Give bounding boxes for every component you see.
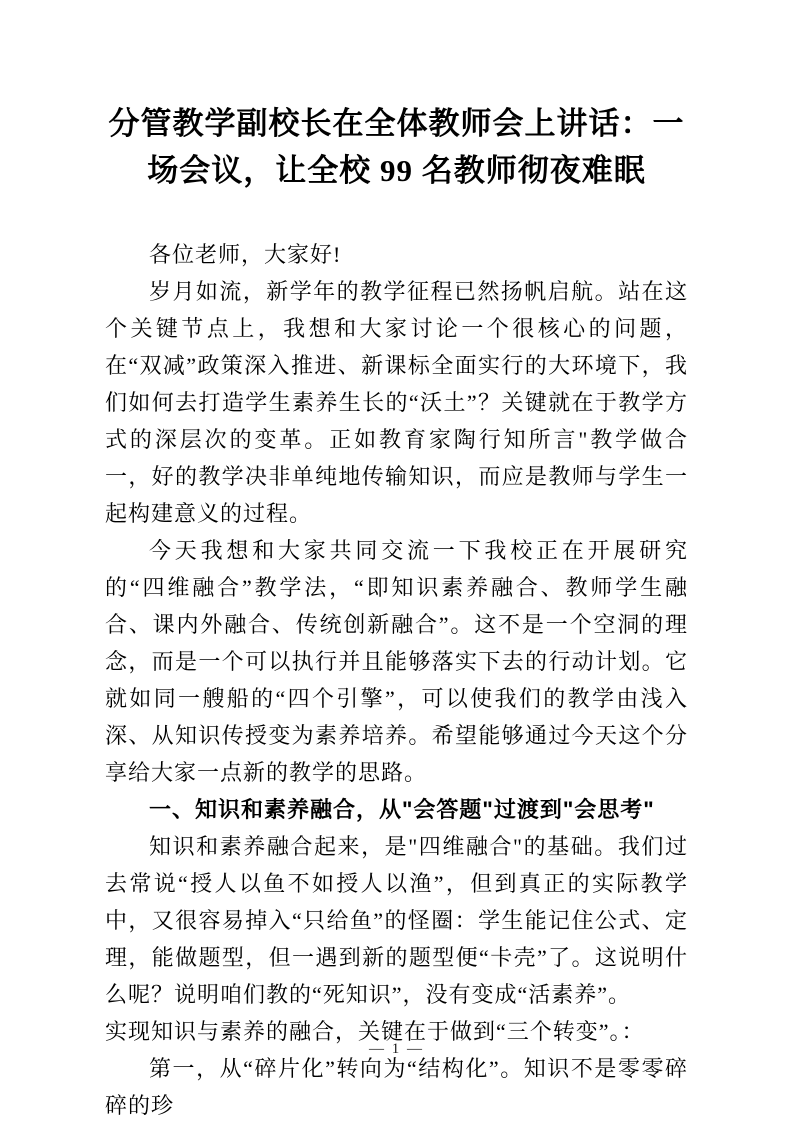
document-content bbox=[105, 0, 688, 1122]
paragraph: 各位老师，大家好! bbox=[149, 242, 342, 267]
section-heading: 一、知识和素养融合，从"会答题"过渡到"会思考" bbox=[149, 797, 655, 822]
page-number: — 1 — bbox=[369, 1041, 424, 1057]
paragraph: 岁月如流，新学年的教学征程已然扬帆启航。站在这个关键节点上，我想和大家讨论一个很核心的问题，在“双减”政策深入推进、新课标全面实行的大环境下，我们如何去打造学生素养生长的“沃土”？关键就在于教学方式的深层次的变革。正如教育家陶行知所言"教学做合一，好的教学决非单纯地传输知识，而应是教师与学生一起构建意义的过程。 bbox=[105, 279, 688, 526]
document-title bbox=[105, 100, 688, 194]
paragraph: 实现知识与素养的融合，关键在于做到“三个转变”。： bbox=[105, 1019, 645, 1044]
document-body bbox=[105, 236, 688, 1122]
document-title-line-1: 分管教学副校长在全体教师会上讲话：一 bbox=[108, 106, 685, 141]
paragraph: 第一，从“碎片化”转向为“结构化”。知识不是零零碎碎的珍 bbox=[105, 1056, 688, 1118]
paragraph: 今天我想和大家共同交流一下我校正在开展研究的“四维融合”教学法，“即知识素养融合、教师学生融合、课内外融合、传统创新融合”。这不是一个空洞的理念，而是一个可以执行并且能够落实下去的行动计划。它就如同一艘船的“四个引擎”，可以使我们的教学由浅入深、从知识传授变为素养培养。希望能够通过今天这个分享给大家一点新的教学的思路。 bbox=[105, 538, 688, 785]
paragraph: 知识和素养融合起来，是"四维融合"的基础。我们过去常说“授人以鱼不如授人以渔”，但到真正的实际教学中，又很容易掉入“只给鱼”的怪圈：学生能记住公式、定理，能做题型，但一遇到新的题型便“卡壳”了。这说明什么呢？说明咱们教的“死知识”，没有变成“活素养”。 bbox=[105, 834, 688, 1007]
document-title-line-2: 场会议，让全校 99 名教师彻夜难眠 bbox=[147, 153, 646, 188]
